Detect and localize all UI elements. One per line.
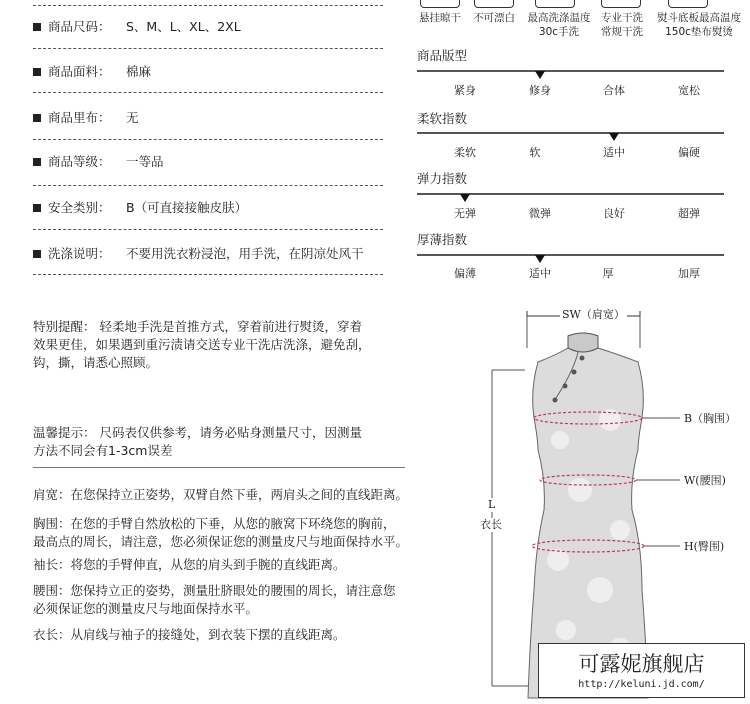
- care-label: [522, 11, 596, 39]
- spec-row-fabric: [33, 62, 393, 82]
- spec-value: B（可直接接触皮肤）: [126, 200, 248, 215]
- definition-line: 胸围：在您的手臂自然放松的下垂，从您的腋窝下环绕您的胸前，: [33, 516, 396, 531]
- warm-tip: [33, 424, 393, 460]
- selected-marker: [460, 194, 470, 202]
- iron-temp-icon: [668, 0, 708, 8]
- option-label: 适中: [529, 267, 551, 280]
- spec-row-safety: [33, 198, 393, 218]
- care-label-line: 不可漂白: [473, 12, 515, 24]
- index-title-elasticity: 弹力指数: [417, 171, 468, 186]
- spec-value: 无: [126, 110, 139, 125]
- bullet-square: [33, 250, 41, 258]
- bullet-square: [33, 204, 41, 212]
- bullet-square: [33, 68, 41, 76]
- label-waist: W(腰围): [684, 474, 726, 487]
- option-label: 微弹: [529, 207, 551, 220]
- bullet-square: [33, 158, 41, 166]
- definition-sleeve: 袖长：将您的手臂伸直，从您的肩头到手腕的直线距离。: [33, 557, 346, 572]
- label-bust: B（胸围）: [684, 412, 737, 425]
- definition-waist: [33, 582, 433, 618]
- spec-row-size: [33, 17, 393, 37]
- option-label: 加厚: [678, 267, 700, 280]
- care-label: [468, 11, 520, 25]
- divider: [33, 5, 383, 6]
- spec-label: 商品尺码：: [48, 19, 111, 34]
- scale-line: [417, 132, 724, 134]
- hang-dry-icon: [420, 0, 460, 8]
- spec-value: 一等品: [126, 154, 164, 169]
- spec-label: 商品里布：: [48, 110, 111, 125]
- tip-line: 方法不同会有1-3cm误差: [33, 443, 173, 458]
- label-length-letter: L: [488, 498, 496, 511]
- spec-label: 安全类别：: [48, 200, 111, 215]
- spec-row-lining: [33, 108, 393, 128]
- care-label-line: 常规干洗: [601, 26, 643, 38]
- notice-line: 钩，撕，请悉心照顾。: [33, 355, 159, 370]
- option-label: 厚: [602, 267, 614, 280]
- option-label: 修身: [529, 84, 551, 97]
- dry-clean-icon: [601, 0, 641, 8]
- divider: [33, 229, 383, 230]
- spec-label: 商品等级：: [48, 154, 111, 169]
- divider: [33, 185, 383, 186]
- option-label: 无弹: [454, 207, 476, 220]
- option-label: 宽松: [678, 84, 700, 97]
- option-label: 合体: [603, 84, 625, 97]
- care-label: [650, 11, 748, 39]
- label-hip: H(臀围): [684, 540, 725, 553]
- notice-line: 特别提醒： 轻柔地手洗是首推方式，穿着前进行熨烫，穿着: [33, 319, 362, 334]
- care-label: [596, 11, 648, 39]
- care-label-line: 熨斗底板最高温度: [657, 12, 741, 24]
- selected-marker: [535, 255, 545, 263]
- spec-label: 洗涤说明：: [48, 246, 111, 261]
- bullet-square: [33, 23, 41, 31]
- care-label-line: 悬挂晾干: [419, 12, 461, 24]
- index-title-fit: 商品版型: [417, 48, 468, 63]
- divider: [33, 274, 383, 275]
- store-brand-box: [538, 643, 745, 698]
- label-shoulder-width: SW（肩宽）: [562, 308, 625, 321]
- spec-value: 棉麻: [126, 64, 152, 79]
- no-bleach-icon: [474, 0, 514, 8]
- wash-temp-icon: [535, 0, 575, 8]
- spec-row-washing: [33, 244, 393, 264]
- selected-marker: [535, 71, 545, 79]
- spec-value: S、M、L、XL、2XL: [126, 19, 241, 34]
- definition-length: 衣长：从肩线与袖子的接缝处，到衣装下摆的直线距离。: [33, 627, 346, 642]
- option-label: 超弹: [678, 207, 700, 220]
- option-label: 偏薄: [454, 267, 476, 280]
- care-label-line: 最高洗涤温度: [527, 12, 591, 24]
- option-label: 适中: [603, 146, 625, 159]
- divider: [33, 139, 383, 140]
- store-name: 可露妮旗舰店: [578, 652, 705, 676]
- care-label-line: 专业干洗: [601, 12, 643, 24]
- care-label: [414, 11, 466, 25]
- spec-row-grade: [33, 152, 393, 172]
- tip-line: 温馨提示： 尺码表仅供参考，请务必贴身测量尺寸，因测量: [33, 425, 362, 440]
- special-notice: [33, 318, 393, 372]
- option-label: 紧身: [454, 84, 476, 97]
- index-title-softness: 柔软指数: [417, 111, 468, 126]
- option-label: 软: [529, 146, 541, 159]
- scale-line: [417, 70, 724, 72]
- option-label: 良好: [603, 207, 625, 220]
- definition-line: 最高点的周长，请注意，您必须保证您的测量皮尺与地面保持水平。: [33, 534, 409, 549]
- label-length: 衣长: [480, 518, 502, 531]
- store-url: http://keluni.jd.com/: [578, 679, 705, 690]
- spec-label: 商品面料：: [48, 64, 111, 79]
- divider: [33, 92, 383, 93]
- selected-marker: [609, 133, 619, 141]
- section-rule: [33, 467, 405, 468]
- definition-bust: [33, 515, 433, 551]
- care-label-line: 30c手洗: [538, 26, 580, 38]
- bullet-square: [33, 114, 41, 122]
- definition-line: 腰围：您保持立正的姿势，测量肚脐眼处的腰围的周长，请注意您: [33, 583, 396, 598]
- notice-line: 效果更佳，如果遇到重污渍请交送专业干洗店洗涤，避免刮，: [33, 337, 371, 352]
- definition-shoulder: 肩宽：在您保持立正姿势，双臂自然下垂，两肩头之间的直线距离。: [33, 487, 409, 502]
- option-label: 柔软: [454, 146, 476, 159]
- definition-line: 必须保证您的测量皮尺与地面保持水平。: [33, 601, 259, 616]
- divider: [33, 48, 383, 49]
- care-label-line: 150c垫布熨烫: [665, 26, 733, 38]
- scale-line: [417, 254, 724, 256]
- option-label: 偏硬: [678, 146, 700, 159]
- spec-value: 不要用洗衣粉浸泡，用手洗，在阴凉处风干: [126, 246, 364, 261]
- index-title-thickness: 厚薄指数: [417, 232, 468, 247]
